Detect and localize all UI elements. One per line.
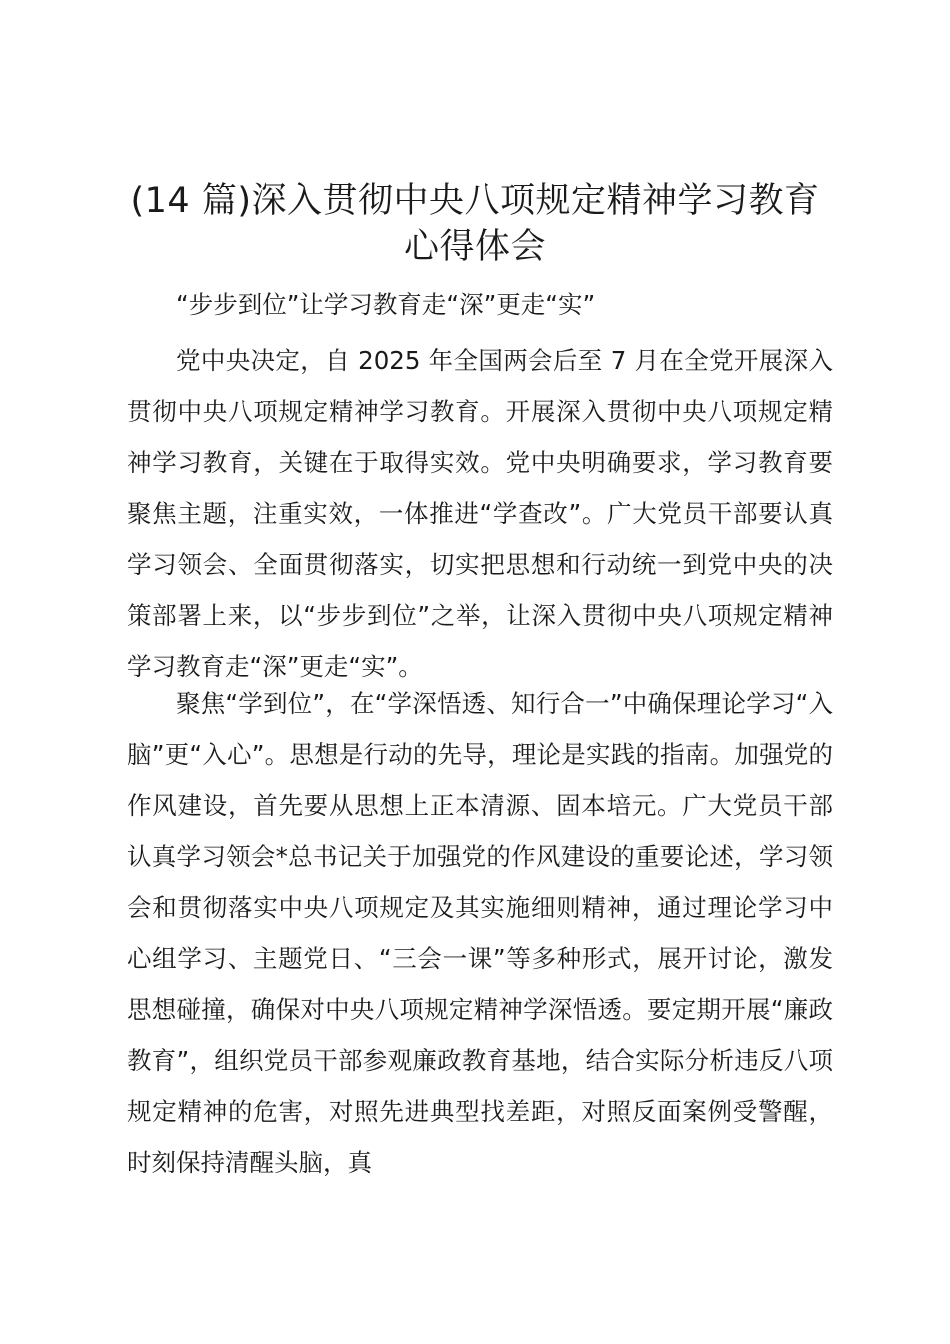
document-title — [110, 178, 840, 270]
document-subtitle: “步步到位”让学习教育走“深”更走“实” — [176, 290, 596, 319]
title-line-1: (14 篇)深入贯彻中央八项规定精神学习教育 — [130, 181, 820, 221]
paragraph-2: 聚焦“学到位”，在“学深悟透、知行合一”中确保理论学习“入脑”更“入心”。思想是行动的先导，理论是实践的指南。加强党的作风建设，首先要从思想上正本清源、固本培元。广大党员干部认真学习领会*总书记关于加强党的作风建设的重要论述，学习领会和贯彻落实中央八项规定及其实施细则精神，通过理论学习中心组学习、主题党日、“三会一课”等多种形式，展开讨论，激发思想碰撞，确保对中央八项规定精神学深悟透。要定期开展“廉政教育”，组织党员干部参观廉政教育基地，结合实际分析违反八项规定精神的危害，对照先进典型找差距，对照反面案例受警醒，时刻保持清醒头脑，真 — [127, 689, 833, 1177]
title-line-2: 心得体会 — [403, 227, 546, 267]
paragraph-1: 党中央决定，自 2025 年全国两会后至 7 月在全党开展深入贯彻中央八项规定精神学习教育。开展深入贯彻中央八项规定精神学习教育，关键在于取得实效。党中央明确要求，学习教育要聚焦主题，注重实效，一体推进“学查改”。广大党员干部要认真学习领会、全面贯彻落实，切实把思想和行动统一到党中央的决策部署上来，以“步步到位”之举，让深入贯彻中央八项规定精神学习教育走“深”更走“实”。 — [127, 346, 833, 681]
